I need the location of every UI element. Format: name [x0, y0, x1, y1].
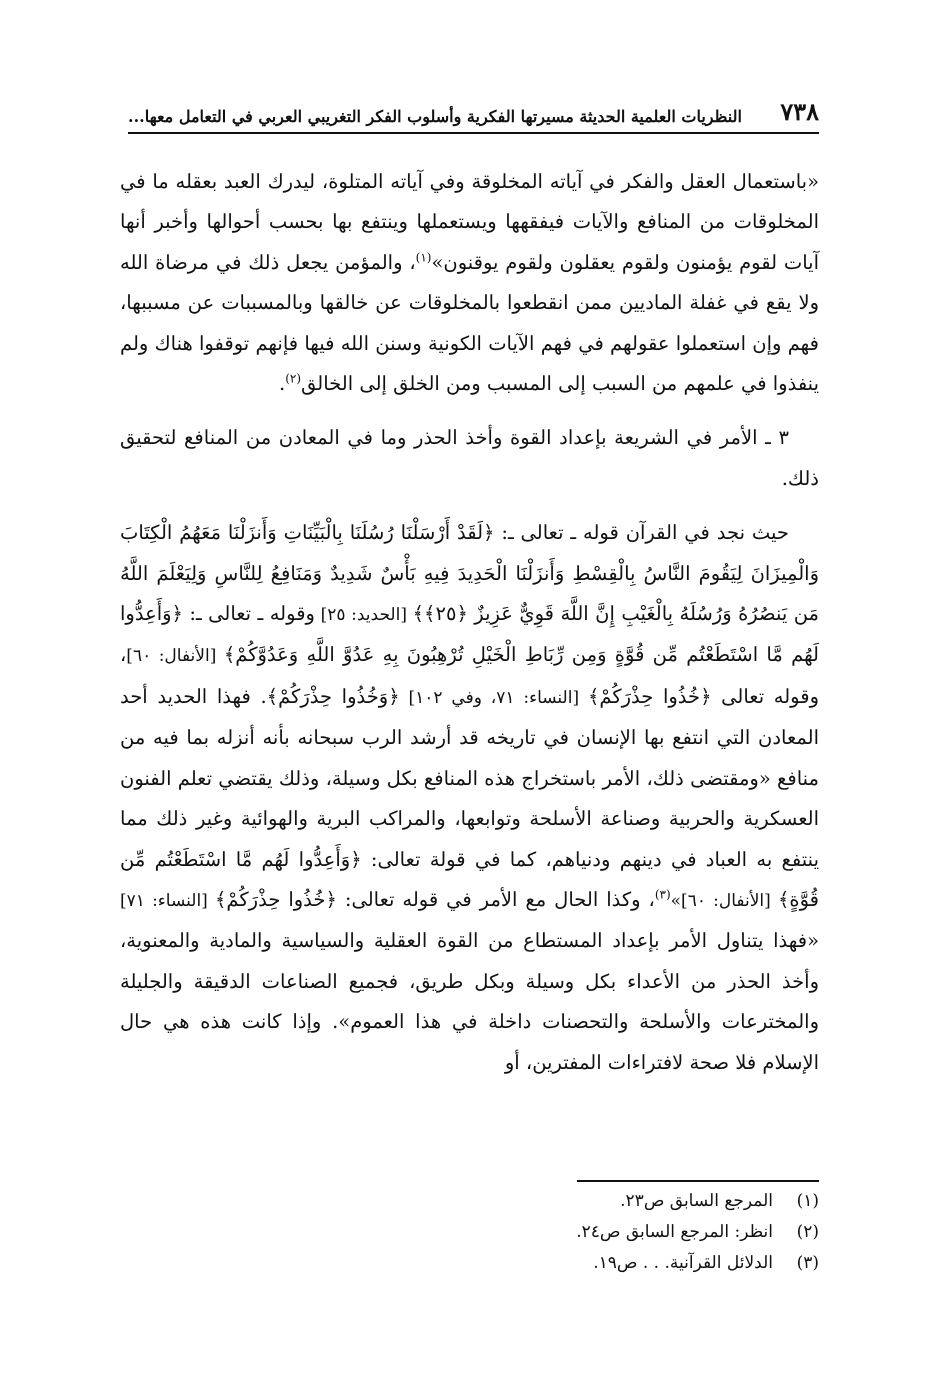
footnote-text: انظر: المرجع السابق ص٢٤. [576, 1222, 773, 1242]
running-title: النظريات العلمية الحديثة مسيرتها الفكرية وأسلوب الفكر التغريبي العربي في التعامل معها... [128, 107, 742, 126]
page-body [120, 162, 819, 1097]
quran-verse: ﴿لَقَدْ أَرْسَلْنَا رُسُلَنَا بِالْبَيِّنَاتِ وَأَنزَلْنَا مَعَهُمُ الْكِتَابَ وَالْمِيزَانَ لِيَقُومَ النَّاسُ بِالْقِسْطِ وَأَنزَلْنَا الْحَدِيدَ فِيهِ بَأْسٌ شَدِيدٌ وَمَنَافِعُ لِلنَّاسِ وَلِيَعْلَمَ اللَّهُ مَن يَنصُرُهُ وَرُسُلَهُ بِالْغَيْبِ إِنَّ اللَّهَ قَوِيٌّ عَزِيزٌ ﴿٢٥﴾﴾ [120, 521, 819, 626]
quran-verse: ﴿خُذُوا حِذْرَكُمْ﴾ [214, 887, 337, 911]
footnote-number: (٣) [796, 1253, 819, 1273]
footnote [128, 1248, 819, 1279]
text-run: وقوله ـ تعالى ـ: [182, 602, 315, 626]
text-run: حيث نجد في القرآن قوله ـ تعالى ـ: [494, 521, 789, 545]
paragraph-1 [120, 162, 819, 404]
footnote-marker: (٣) [654, 887, 671, 902]
footnote-text: الدلائل القرآنية. . . ص١٩. [593, 1253, 773, 1273]
footnotes-list [128, 1186, 819, 1279]
footnote-text: المرجع السابق ص٢٣. [620, 1191, 773, 1211]
verse-reference: [النساء: ٧١] [120, 890, 215, 911]
footnote-number: (٢) [796, 1222, 819, 1242]
text-run: ، والمؤمن يجعل ذلك في مرضاة الله ولا يقع في غفلة الماديين ممن انقطعوا بالمخلوقات عن خالقها وبالمسببات عن مسببها، فهم وإن استعملوا عقولهم في فهم الآيات الكونية وسنن الله فيها فإنهم توقفوا هناك ولم ينفذوا في علمهم من السبب إلى المسبب ومن الخلق إلى الخالق [120, 250, 819, 396]
paragraph-2: ٣ ـ الأمر في الشريعة بإعداد القوة وأخذ الحذر وما في المعادن من المنافع لتحقيق ذلك. [120, 426, 819, 490]
quran-verse: ﴿وَأَعِدُّوا لَهُم مَّا اسْتَطَعْتُم مِّن قُوَّةٍ﴾ [120, 847, 819, 911]
text-run: ، وقوله تعالى [120, 643, 819, 708]
verse-reference: [الأنفال: ٦٠] [126, 646, 224, 667]
verse-reference: [الأنفال: ٦٠]» [670, 890, 778, 911]
quran-verse: ﴿خُذُوا حِذْرَكُمْ﴾ [587, 684, 712, 708]
paragraph-3 [120, 513, 819, 1083]
page-header [128, 92, 819, 126]
quran-verse: ﴿وَخُذُوا حِذْرَكُمْ﴾ [266, 684, 400, 708]
footnote-marker: (١) [415, 250, 432, 265]
text-run: «فهذا يتناول الأمر بإعداد المستطاع من القوة العقلية والسياسية والمادية والمعنوية، وأخذ الحذر من الأعداء بكل وسيلة وبكل طريق، فجميع الصناعات الدقيقة والجليلة والمخترعات والأسلحة والتحصنات داخلة في هذا العموم». وإذا كانت هذه هي حال الإسلام فلا صحة لافتراءات المفترين، أو [120, 929, 819, 1074]
text-run: . فهذا الحديد أحد المعادن التي انتفع بها الإنسان في تاريخه قد أرشد الرب سبحانه بأنه أنزله بما فيه من منافع «ومقتضى ذلك، الأمر باستخراج هذه المنافع بكل وسيلة، وذلك يقتضي تعلم الفنون العسكرية والحربية وصناعة الأسلحة وتوابعها، والمراكب البرية والهوائية وغير ذلك مما ينتفع به العباد في دينهم ودنياهم، كما في قولة تعالى: [120, 684, 819, 871]
verse-reference: [النساء: ٧١، وفي ١٠٢] [399, 687, 588, 708]
verse-reference: [الحديد: ٢٥] [314, 605, 413, 626]
footnote-marker: (٢) [285, 371, 302, 386]
page-number: ٧٣٨ [780, 97, 819, 126]
quran-verse: ﴿وَأَعِدُّوا لَهُم مَّا اسْتَطَعْتُم مِّن قُوَّةٍ وَمِن رِّبَاطِ الْخَيْلِ تُرْهِبُونَ بِهِ عَدُوَّ اللَّهِ وَعَدُوَّكُمْ﴾ [120, 602, 820, 667]
text-run: «باستعمال العقل والفكر في آياته المخلوقة وفي آياته المتلوة، ليدرك العبد بعقله ما في المخلوقات من المنافع والآيات فيفقهها ويستعملها وينتفع بها بحسب أحوالها وأخبر أنها آيات لقوم يؤمنون ولقوم يعقلون ولقوم يوقنون» [120, 170, 819, 274]
footnote [128, 1186, 819, 1217]
footnote-rule [577, 1180, 819, 1182]
footnote [128, 1217, 819, 1248]
text-run: ، وكذا الحال مع الأمر في قوله تعالى: [336, 887, 655, 911]
header-rule [128, 132, 819, 134]
footnote-number: (١) [796, 1191, 819, 1211]
text-run: . [279, 372, 286, 396]
